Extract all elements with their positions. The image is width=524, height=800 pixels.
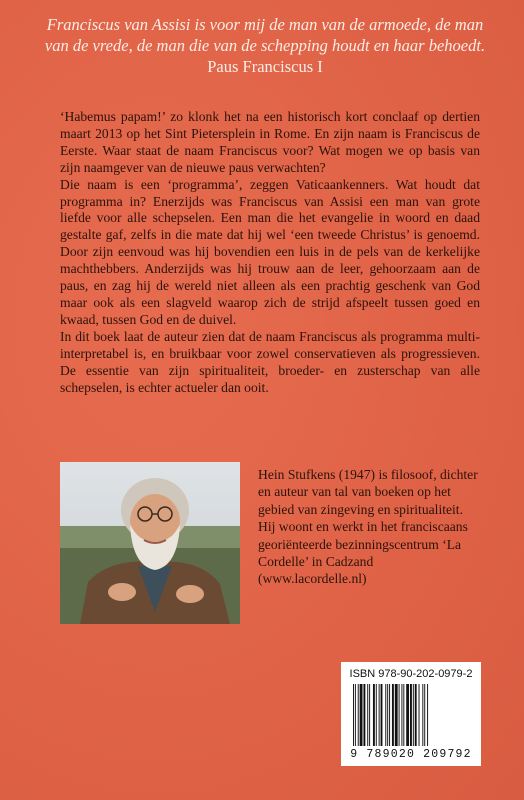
- barcode-bar: [413, 684, 414, 746]
- barcode-bar: [353, 684, 354, 746]
- blurb-paragraph-1: ‘Habemus papam!’ zo klonk het na een historisch kort conclaaf op dertien maart 2013 op het Sint Pietersplein in Rome. En zijn naam is Franciscus de Eerste. Waar staat de naam Franciscus voor? Wat mogen we op basis van zijn naamgever van de nieuwe paus verwachten?: [60, 109, 480, 175]
- barcode-panel: [341, 662, 481, 766]
- barcode-bar: [389, 684, 390, 746]
- barcode-bar: [367, 684, 368, 746]
- isbn-label: ISBN 978-90-202-0979-2: [349, 668, 473, 680]
- barcode-bar: [376, 684, 377, 746]
- barcode-bar: [395, 684, 398, 746]
- quote-text: Franciscus van Assisi is voor mij de man van de armoede, de man van de vrede, de man die van de schepping houdt en haar behoedt.: [44, 15, 486, 55]
- barcode-bar: [392, 684, 394, 746]
- barcode-bar: [387, 684, 388, 746]
- barcode-bar: [379, 684, 380, 746]
- author-bio: Hein Stufkens (1947) is filosoof, dichter en auteur van tal van boeken op het gebied van zingeving en spiritualiteit. Hij woont en werkt in het franciscaans georiënteerde bezinningscentrum ‘La Cordelle’ in Cadzand (www.lacordelle.nl): [258, 467, 478, 587]
- barcode-bar: [419, 684, 420, 746]
- barcode-bar: [424, 684, 425, 746]
- barcode-bar: [360, 684, 363, 746]
- barcode-bar: [385, 684, 386, 746]
- barcode-bar: [427, 684, 428, 746]
- barcode-bar: [355, 684, 356, 746]
- barcode-bars: [353, 684, 469, 746]
- barcode-bar: [358, 684, 359, 746]
- blurb-text: [60, 109, 480, 396]
- barcode-bar: [381, 684, 383, 746]
- blurb-paragraph-3: In dit boek laat de auteur zien dat de naam Franciscus als programma multi-interpretabel is, en bruikbaar voor zowel conservatieven als progressieven. De essentie van zijn spiritualiteit, broeder- en zusterschap van alle schepselen, is echter actueler dan ooit.: [60, 328, 480, 395]
- barcode-bar: [401, 684, 402, 746]
- barcode-bar: [415, 684, 417, 746]
- barcode-bar: [373, 684, 375, 746]
- barcode-bar: [363, 684, 365, 746]
- barcode-bar: [403, 684, 404, 746]
- barcode-bar: [410, 684, 412, 746]
- barcode-bar: [369, 684, 370, 746]
- barcode-bar: [399, 684, 400, 746]
- barcode-bar: [406, 684, 409, 746]
- back-cover-quote: [40, 14, 490, 77]
- barcode-bar: [422, 684, 423, 746]
- blurb-paragraph-2: Die naam is een ‘programma’, zeggen Vaticaankenners. Wat houdt dat programma in? Enerzijds was Franciscus van Assisi een man van grote liefde voor alle schepselen. Een man die het evangelie in woord en daad gestalte gaf, zelfs in die mate dat hij wel ‘een tweede Christus’ is genoemd. Door zijn eenvoud was hij bovendien een luis in de pels van de kerkelijke machthebbers. Anderzijds was hij trouw aan de leer, gehoorzaam aan de paus, en zag hij de wereld niet alleen als een prachtig geschenk van God maar ook als een slagveld waarop zich de strijd afspeelt tussen goed en kwaad, tussen God en de duivel.: [60, 176, 480, 327]
- ean-digits: 9 789020 209792: [350, 748, 472, 761]
- quote-attribution: Paus Franciscus I: [207, 57, 323, 76]
- author-photo: [60, 462, 240, 624]
